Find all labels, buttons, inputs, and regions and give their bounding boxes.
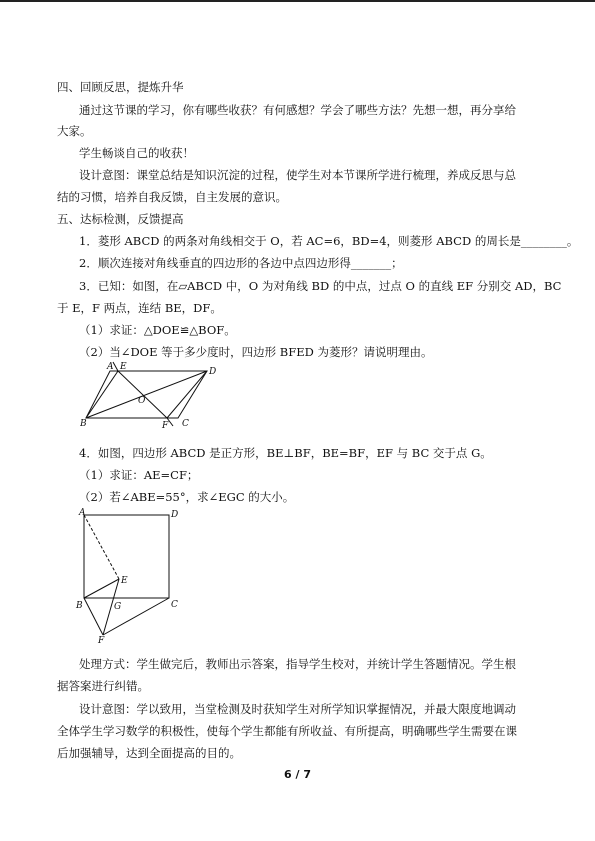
label-c: C bbox=[182, 419, 189, 429]
square-figure bbox=[72, 505, 187, 645]
question-4-part-1: （1）求证：AE=CF； bbox=[79, 468, 199, 482]
question-3-part-1: （1）求证：△DOE≌△BOF。 bbox=[79, 323, 236, 337]
segment-be bbox=[86, 371, 118, 418]
segment-bf bbox=[84, 598, 103, 635]
question-1: 1．菱形 ABCD 的两条对角线相交于 O，若 AC=6，BD=4，则菱形 ABCD 的周长是________。 bbox=[79, 234, 579, 248]
header-rule bbox=[0, 0, 595, 2]
paragraph-line: 通过这节课的学习，你有哪些收获？有何感想？学会了哪些方法？先想一想，再分享给 bbox=[79, 103, 516, 117]
label-e: E bbox=[121, 576, 128, 586]
section-title-reflection: 四、回顾反思，提炼升华 bbox=[57, 80, 184, 94]
label-c: C bbox=[171, 600, 178, 610]
label-g: G bbox=[114, 602, 122, 612]
paragraph-line: 大家。 bbox=[57, 124, 92, 138]
question-3: 3．已知：如图，在▱ABCD 中，O 为对角线 BD 的中点，过点 O 的直线 EF 分别交 AD，BC bbox=[79, 279, 562, 293]
paragraph-line: 设计意图：课堂总结是知识沉淀的过程，使学生对本节课所学进行梳理，养成反思与总 bbox=[79, 168, 516, 182]
label-a: A bbox=[79, 508, 86, 518]
question-3-part-2: （2）当∠DOE 等于多少度时，四边形 BFED 为菱形？请说明理由。 bbox=[79, 345, 433, 359]
segment-ae bbox=[84, 515, 119, 579]
segment-be bbox=[84, 579, 119, 598]
section-title-test: 五、达标检测，反馈提高 bbox=[57, 212, 184, 226]
diagonal-bd bbox=[86, 371, 207, 418]
paragraph-line: 设计意图：学以致用，当堂检测及时获知学生对所学知识掌握情况，并最大限度地调动 bbox=[79, 702, 516, 716]
paragraph-line: 据答案进行纠错。 bbox=[57, 679, 149, 693]
paragraph-line: 后加强辅导，达到全面提高的目的。 bbox=[57, 746, 241, 760]
paragraph-line: 学生畅谈自己的收获！ bbox=[79, 146, 194, 160]
label-f: F bbox=[98, 636, 105, 645]
line-ef-extension bbox=[113, 362, 118, 371]
label-d: D bbox=[209, 367, 217, 377]
question-3-cont: 于 E，F 两点，连结 BE，DF。 bbox=[57, 301, 222, 315]
label-e: E bbox=[120, 362, 127, 372]
label-d: D bbox=[171, 510, 179, 520]
question-4-part-2: （2）若∠ABE=55°，求∠EGC 的大小。 bbox=[79, 490, 295, 504]
segment-cf bbox=[103, 598, 169, 635]
label-a: A bbox=[107, 362, 114, 372]
label-b: B bbox=[76, 601, 83, 611]
paragraph-line: 结的习惯，培养自我反馈，自主发展的意识。 bbox=[57, 190, 287, 204]
segment-df bbox=[167, 371, 207, 418]
page-number: 6 / 7 bbox=[284, 768, 311, 781]
question-2: 2．顺次连接对角线垂直的四边形的各边中点四边形得_______； bbox=[79, 256, 403, 270]
paragraph-line: 处理方式：学生做完后，教师出示答案，指导学生校对，并统计学生答题情况。学生根 bbox=[79, 657, 516, 671]
line-ef bbox=[118, 371, 167, 418]
label-f: F bbox=[162, 421, 169, 431]
paragraph-line: 全体学生学习数学的积极性，使每个学生都能有所收益、有所提高，明确哪些学生需要在课 bbox=[57, 724, 517, 738]
parallelogram-figure bbox=[80, 360, 220, 432]
question-4: 4．如图，四边形 ABCD 是正方形，BE⊥BF，BE=BF，EF 与 BC 交于点 G。 bbox=[79, 446, 492, 460]
label-b: B bbox=[80, 419, 87, 429]
label-o: O bbox=[138, 396, 146, 406]
